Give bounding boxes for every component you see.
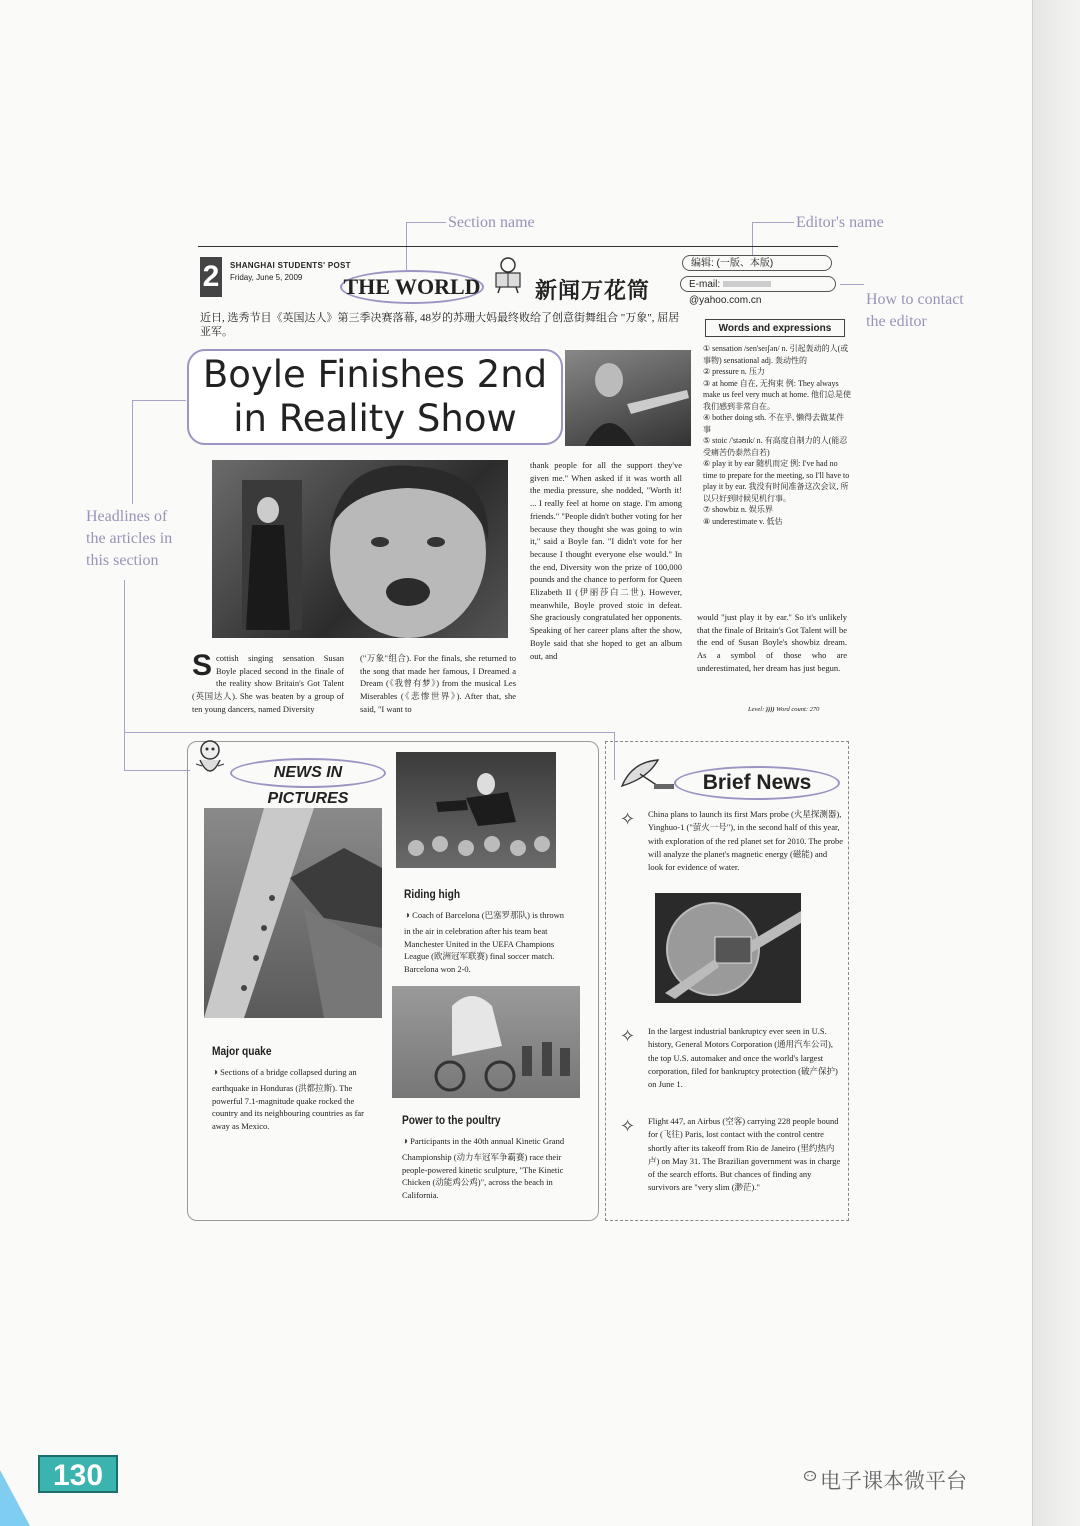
word-count: Word count: 270	[776, 706, 820, 713]
annotation-line	[124, 580, 125, 770]
email-label: E-mail:	[689, 279, 721, 290]
annotation-line	[124, 732, 614, 733]
cartoon-reader-icon	[490, 256, 526, 294]
kinetic-chicken-photo	[392, 986, 580, 1098]
annotation-line	[752, 222, 753, 256]
caption-body: Participants in the 40th annual Kinetic Grand Championship (动力车冠军争霸赛) race their people-powered kinetic sculpture, "The Kinetic Chicken (动能鸡公鸡)", across the beach in California.	[402, 1136, 565, 1200]
wechat-icon	[804, 1470, 818, 1484]
annotation-line	[124, 770, 190, 771]
cartoon-mascot-icon	[192, 738, 228, 784]
intro-text: 近日, 选秀节目《英国达人》第三季决赛落幕, 48岁的苏珊大妈最终败给了创意街舞组合 "万象", 屈居亚军。	[200, 312, 680, 338]
boyle-singing-photo	[565, 350, 691, 446]
vocab-item: ⑥ play it by ear 随机而定 例: I've had no time to prepare for the meeting, so I'll have to play it by ear. 我没有时间准备这次会议, 所以只好到时候见机行事。	[703, 459, 850, 503]
boyle-face-photo	[212, 460, 508, 638]
annotation-line	[752, 222, 794, 223]
caption-body: Coach of Barcelona (巴塞罗那队) is thrown in the air in celebration after his team beat Manchester United in the UEFA Champions League (欧洲冠军联赛) final soccer match. Barcelona won 2-0.	[404, 910, 564, 974]
page-spine-edge	[1032, 0, 1080, 1526]
annotation-line	[406, 222, 446, 223]
sparkle-bullet-icon: ✧	[620, 809, 636, 829]
vocab-item: ⑦ showbiz n. 娱乐界	[703, 505, 773, 514]
sparkle-bullet-icon: ✧	[620, 1026, 636, 1046]
page-number: 130	[38, 1455, 118, 1493]
page-corner-tab	[0, 1470, 30, 1526]
collapsed-bridge-photo	[204, 808, 382, 1018]
headphone-icon: ◑	[402, 1136, 409, 1147]
level-label: Level:	[748, 706, 765, 713]
barcelona-coach-photo	[396, 752, 556, 868]
headline-line-1: Boyle Finishes 2nd	[202, 353, 548, 396]
headphone-icon: ◑	[404, 910, 411, 921]
section-number: 2	[200, 257, 222, 297]
masthead-rule	[198, 246, 838, 247]
mars-probe-photo	[655, 893, 801, 1003]
article-column-1	[192, 649, 344, 716]
chinese-section-title: 新闻万花筒	[535, 278, 651, 303]
section-title: THE WORLD	[340, 270, 484, 304]
paper-name: SHANGHAI STUDENTS' POST	[230, 261, 351, 270]
watermark-text: 电子课本微平台	[820, 1469, 967, 1493]
vocab-item: ② pressure n. 压力	[703, 367, 765, 376]
annotation-editors-name: Editor's name	[796, 214, 884, 231]
vocab-item: ① sensation /sen'seɪʃən/ n. 引起轰动的人(或事物) sensational adj. 轰动性的	[703, 344, 849, 365]
article-col1-text: cottish singing sensation Susan Boyle placed second in the finale of the reality show Britain's Got Talent (英国达人). She was beaten by a group of ten young dancers, named Diversity	[192, 653, 344, 714]
brief-news-item-flight447: Flight 447, an Airbus (空客) carrying 228 people bound for (飞往) Paris, lost contact with the control centre shortly after its takeoff from Rio de Janeiro (里约热内卢) on May 31. The Brazilian government was in charge of the search efforts. But chances of finding any survivors are "very slim (渺茫)."	[648, 1116, 841, 1193]
annotation-line	[132, 400, 186, 401]
editor-text: 编辑: (一版、本版)	[691, 258, 774, 269]
article-column-3: thank people for all the support they've given me." When asked if it was worth all the media pressure, she nodded, "Worth it! ... I really feel at home on stage. I'm among friends." "People didn't bother voting for her because they thought she was going to win it," said a Boyle fan. "I didn't vote for her because I thought everyone else would." In the end, Diversity won the prize of 100,000 pounds and the chance to perform for Queen Elizabeth II (伊丽莎白二世). However, meanwhile, Boyle proved stoic in defeat. She graciously congratulated her opponents. Speaking of her career plans after the show, Boyle said that she hoped to get an album out, and	[530, 460, 682, 661]
caption-body: Sections of a bridge collapsed during an earthquake in Honduras (洪都拉斯). The powerful 7.1-magnitude quake rocked the country and its neighbouring countries as far away as Mexico.	[212, 1067, 365, 1131]
brief-news-item-mars: China plans to launch its first Mars probe (火星探测器), Yinghuo-1 ("萤火一号"), in the second half of this year, with exploration of the red planet set for 2010. The probe will analyze the planet's magnetic energy (磁能) and look for evidence of water.	[648, 809, 844, 873]
headphone-icon: ◑	[212, 1067, 219, 1078]
sparkle-bullet-icon: ✧	[620, 1116, 636, 1136]
caption-text-major-quake	[212, 1064, 372, 1132]
vocab-item: ⑧ underestimate v. 低估	[703, 516, 783, 526]
main-headline	[187, 349, 563, 445]
annotation-section-name: Section name	[448, 214, 535, 231]
satellite-dish-icon	[618, 756, 678, 792]
article-column-2: ("万象"组合). For the finals, she returned to the song that made her famous, I Dreamed a Dream (《我曾有梦》) from the musical Les Miserables (《悲惨世界》). After that, she said, "I want to	[360, 653, 516, 714]
brief-news-item-gm: In the largest industrial bankruptcy ever seen in U.S. history, General Motors Corporation (通用汽车公司), the top U.S. automaker and once the world's largest corporation, filed for bankruptcy protection (破产保护) on June 1.	[648, 1026, 838, 1090]
brief-news-title: Brief News	[674, 766, 840, 800]
article-level: Level: )))) Word count: 270	[748, 706, 820, 713]
article-column-4: would "just play it by ear." So it's unlikely that the finale of Britain's Got Talent will be the end of Susan Boyle's showbiz dream. As a symbol of those who are underestimated, her dream has just begun.	[697, 612, 847, 673]
editor-field	[682, 255, 832, 271]
email-domain: @yahoo.com.cn	[689, 295, 762, 306]
caption-title-riding-high: Riding high	[404, 887, 461, 901]
vocab-item: ④ bother doing sth. 不在乎, 懒得去做某件事	[703, 413, 845, 434]
caption-text-power-poultry	[402, 1133, 574, 1201]
headline-line-2: in Reality Show	[233, 397, 517, 440]
paper-date: Friday, June 5, 2009	[230, 273, 303, 282]
blurred-email-user	[723, 281, 771, 287]
caption-title-power-poultry: Power to the poultry	[402, 1113, 501, 1127]
email-field	[680, 276, 836, 306]
words-expressions-title: Words and expressions	[705, 319, 845, 337]
annotation-line	[132, 400, 133, 504]
drop-cap: S	[192, 649, 213, 682]
annotation-line	[840, 284, 864, 285]
annotation-contact-editor: How to contact the editor	[866, 291, 964, 330]
vocab-item: ③ at home 自在, 无拘束 例: They always make us feel very much at home. 他们总是使我们感到非常自在。	[703, 378, 851, 411]
words-expressions-list	[703, 343, 851, 527]
annotation-headlines: Headlines of the articles in this section	[86, 508, 173, 569]
caption-text-riding-high	[404, 907, 568, 975]
vocab-item: ⑤ stoic /'stəʊɪk/ n. 有高度自制力的人(能忍受痛苦仍泰然自若)	[703, 436, 848, 457]
news-in-pictures-title: NEWS IN PICTURES	[230, 758, 386, 788]
caption-title-major-quake: Major quake	[212, 1044, 272, 1058]
